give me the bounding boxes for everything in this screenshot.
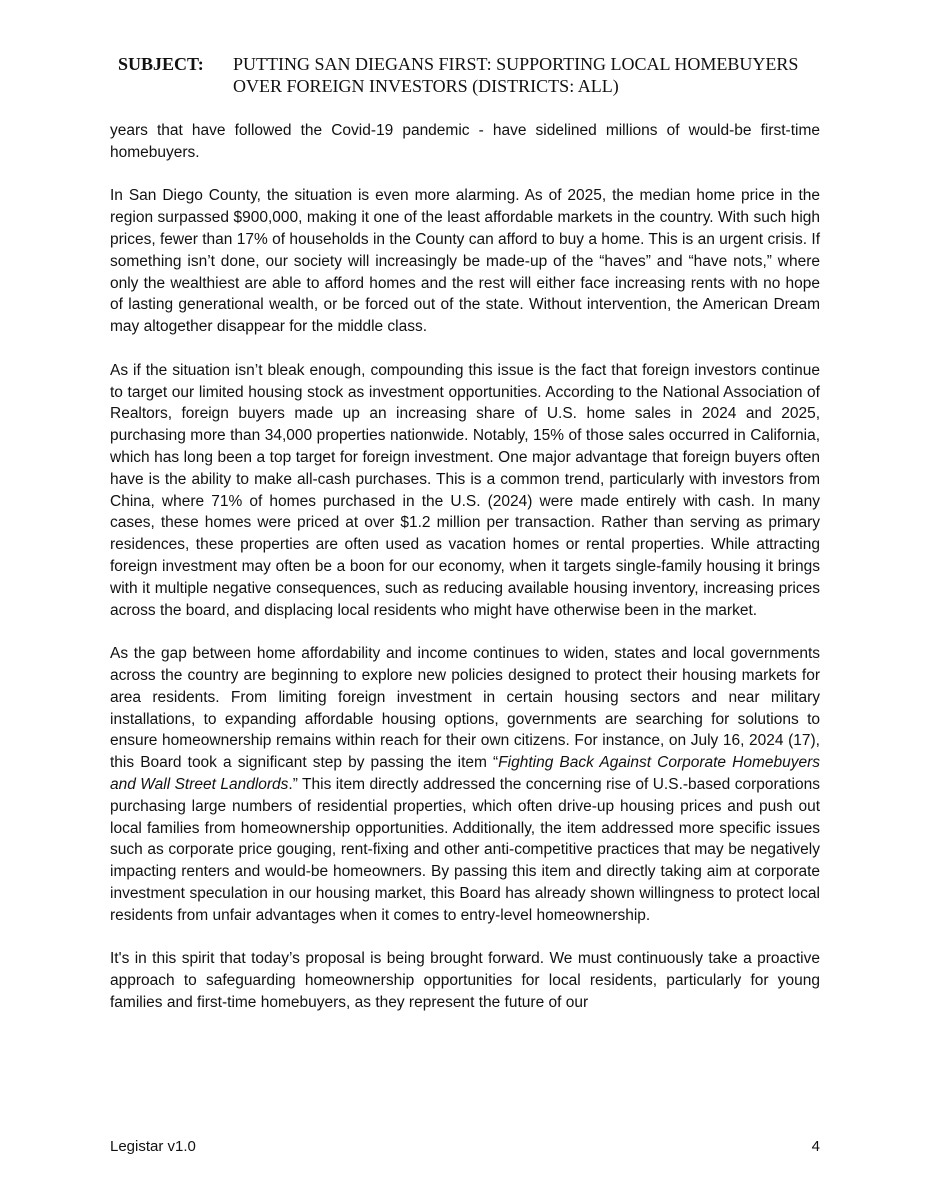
- subject-title: [233, 53, 838, 97]
- paragraph-4-text-before: As the gap between home affordability and income continues to widen, states and local governments across the country are beginning to explore new policies designed to protect their housing markets for area residents. From limiting foreign investment in certain housing sectors and near military installations, to expanding affordable housing options, governments are searching for solutions to ensure homeownership remains within reach for their own citizens. For instance, on July 16, 2024 (17), this Board took a significant step by passing the item “: [110, 645, 820, 772]
- document-body: [110, 120, 820, 1035]
- page-footer: [110, 1138, 820, 1155]
- paragraph-1: years that have followed the Covid-19 pandemic - have sidelined millions of would-be first-time homebuyers.: [110, 122, 820, 161]
- paragraph-3: As if the situation isn’t bleak enough, compounding this issue is the fact that foreign investors continue to target our limited housing stock as investment opportunities. According to the National Association of Realtors, foreign buyers made up an increasing share of U.S. home sales in 2024 and 2025, purchasing more than 34,000 properties nationwide. Notably, 15% of those sales occurred in California, which has long been a top target for foreign investment. One major advantage that foreign buyers often have is the ability to make all-cash purchases. This is a common trend, particularly with investors from China, where 71% of homes purchased in the U.S. (2024) were made entirely with cash. In many cases, these homes were priced at over $1.2 million per transaction. Rather than serving as primary residences, these properties are often used as vacation homes or rental properties. While attracting foreign investment may often be a boon for our economy, when it targets single-family housing it brings with it multiple negative consequences, such as reducing available housing inventory, increasing prices across the board, and displacing local residents who might have otherwise been in the market.: [110, 361, 820, 619]
- paragraph-5: It's in this spirit that today’s proposal is being brought forward. We must continuously take a proactive approach to safeguarding homeownership opportunities for local residents, particularly for young families and first-time homebuyers, as they represent the future of our: [110, 950, 820, 1011]
- footer-version: Legistar v1.0: [110, 1138, 196, 1155]
- subject-header: [118, 53, 838, 97]
- paragraph-4-text-after: .” This item directly addressed the concerning rise of U.S.-based corporations purchasing large numbers of residential properties, which often drive-up housing prices and push out local families from homeownership opportunities. Additionally, the item addressed more specific issues such as corporate price gouging, rent-fixing and other anti-competitive practices that may be negatively impacting renters and would-be homeowners. By passing this item and directly taking aim at corporate investment speculation in our housing market, this Board has already shown willingness to protect local residents from unfair advantages when it comes to entry-level homeownership.: [110, 775, 820, 924]
- subject-label: SUBJECT:: [118, 54, 204, 74]
- page-number: 4: [811, 1138, 820, 1155]
- item-title-italic: Fighting Back Against Corporate Homebuyers and Wall Street Landlords: [110, 754, 820, 793]
- subject-title-line-2: OVER FOREIGN INVESTORS (DISTRICTS: ALL): [233, 76, 619, 96]
- paragraph-2: In San Diego County, the situation is even more alarming. As of 2025, the median home price in the region surpassed $900,000, making it one of the least affordable markets in the country. With such high prices, fewer than 17% of households in the County can afford to buy a home. This is an urgent crisis. If something isn’t done, our society will increasingly be made-up of the “haves” and “have nots,” where only the wealthiest are able to afford homes and the rest will either face increasing rents with no hope of lasting generational wealth, or be forced out of the state. Without intervention, the American Dream may altogether disappear for the middle class.: [110, 187, 820, 336]
- paragraph-4: [110, 643, 820, 926]
- subject-title-line-1: PUTTING SAN DIEGANS FIRST: SUPPORTING LOCAL HOMEBUYERS: [233, 54, 799, 74]
